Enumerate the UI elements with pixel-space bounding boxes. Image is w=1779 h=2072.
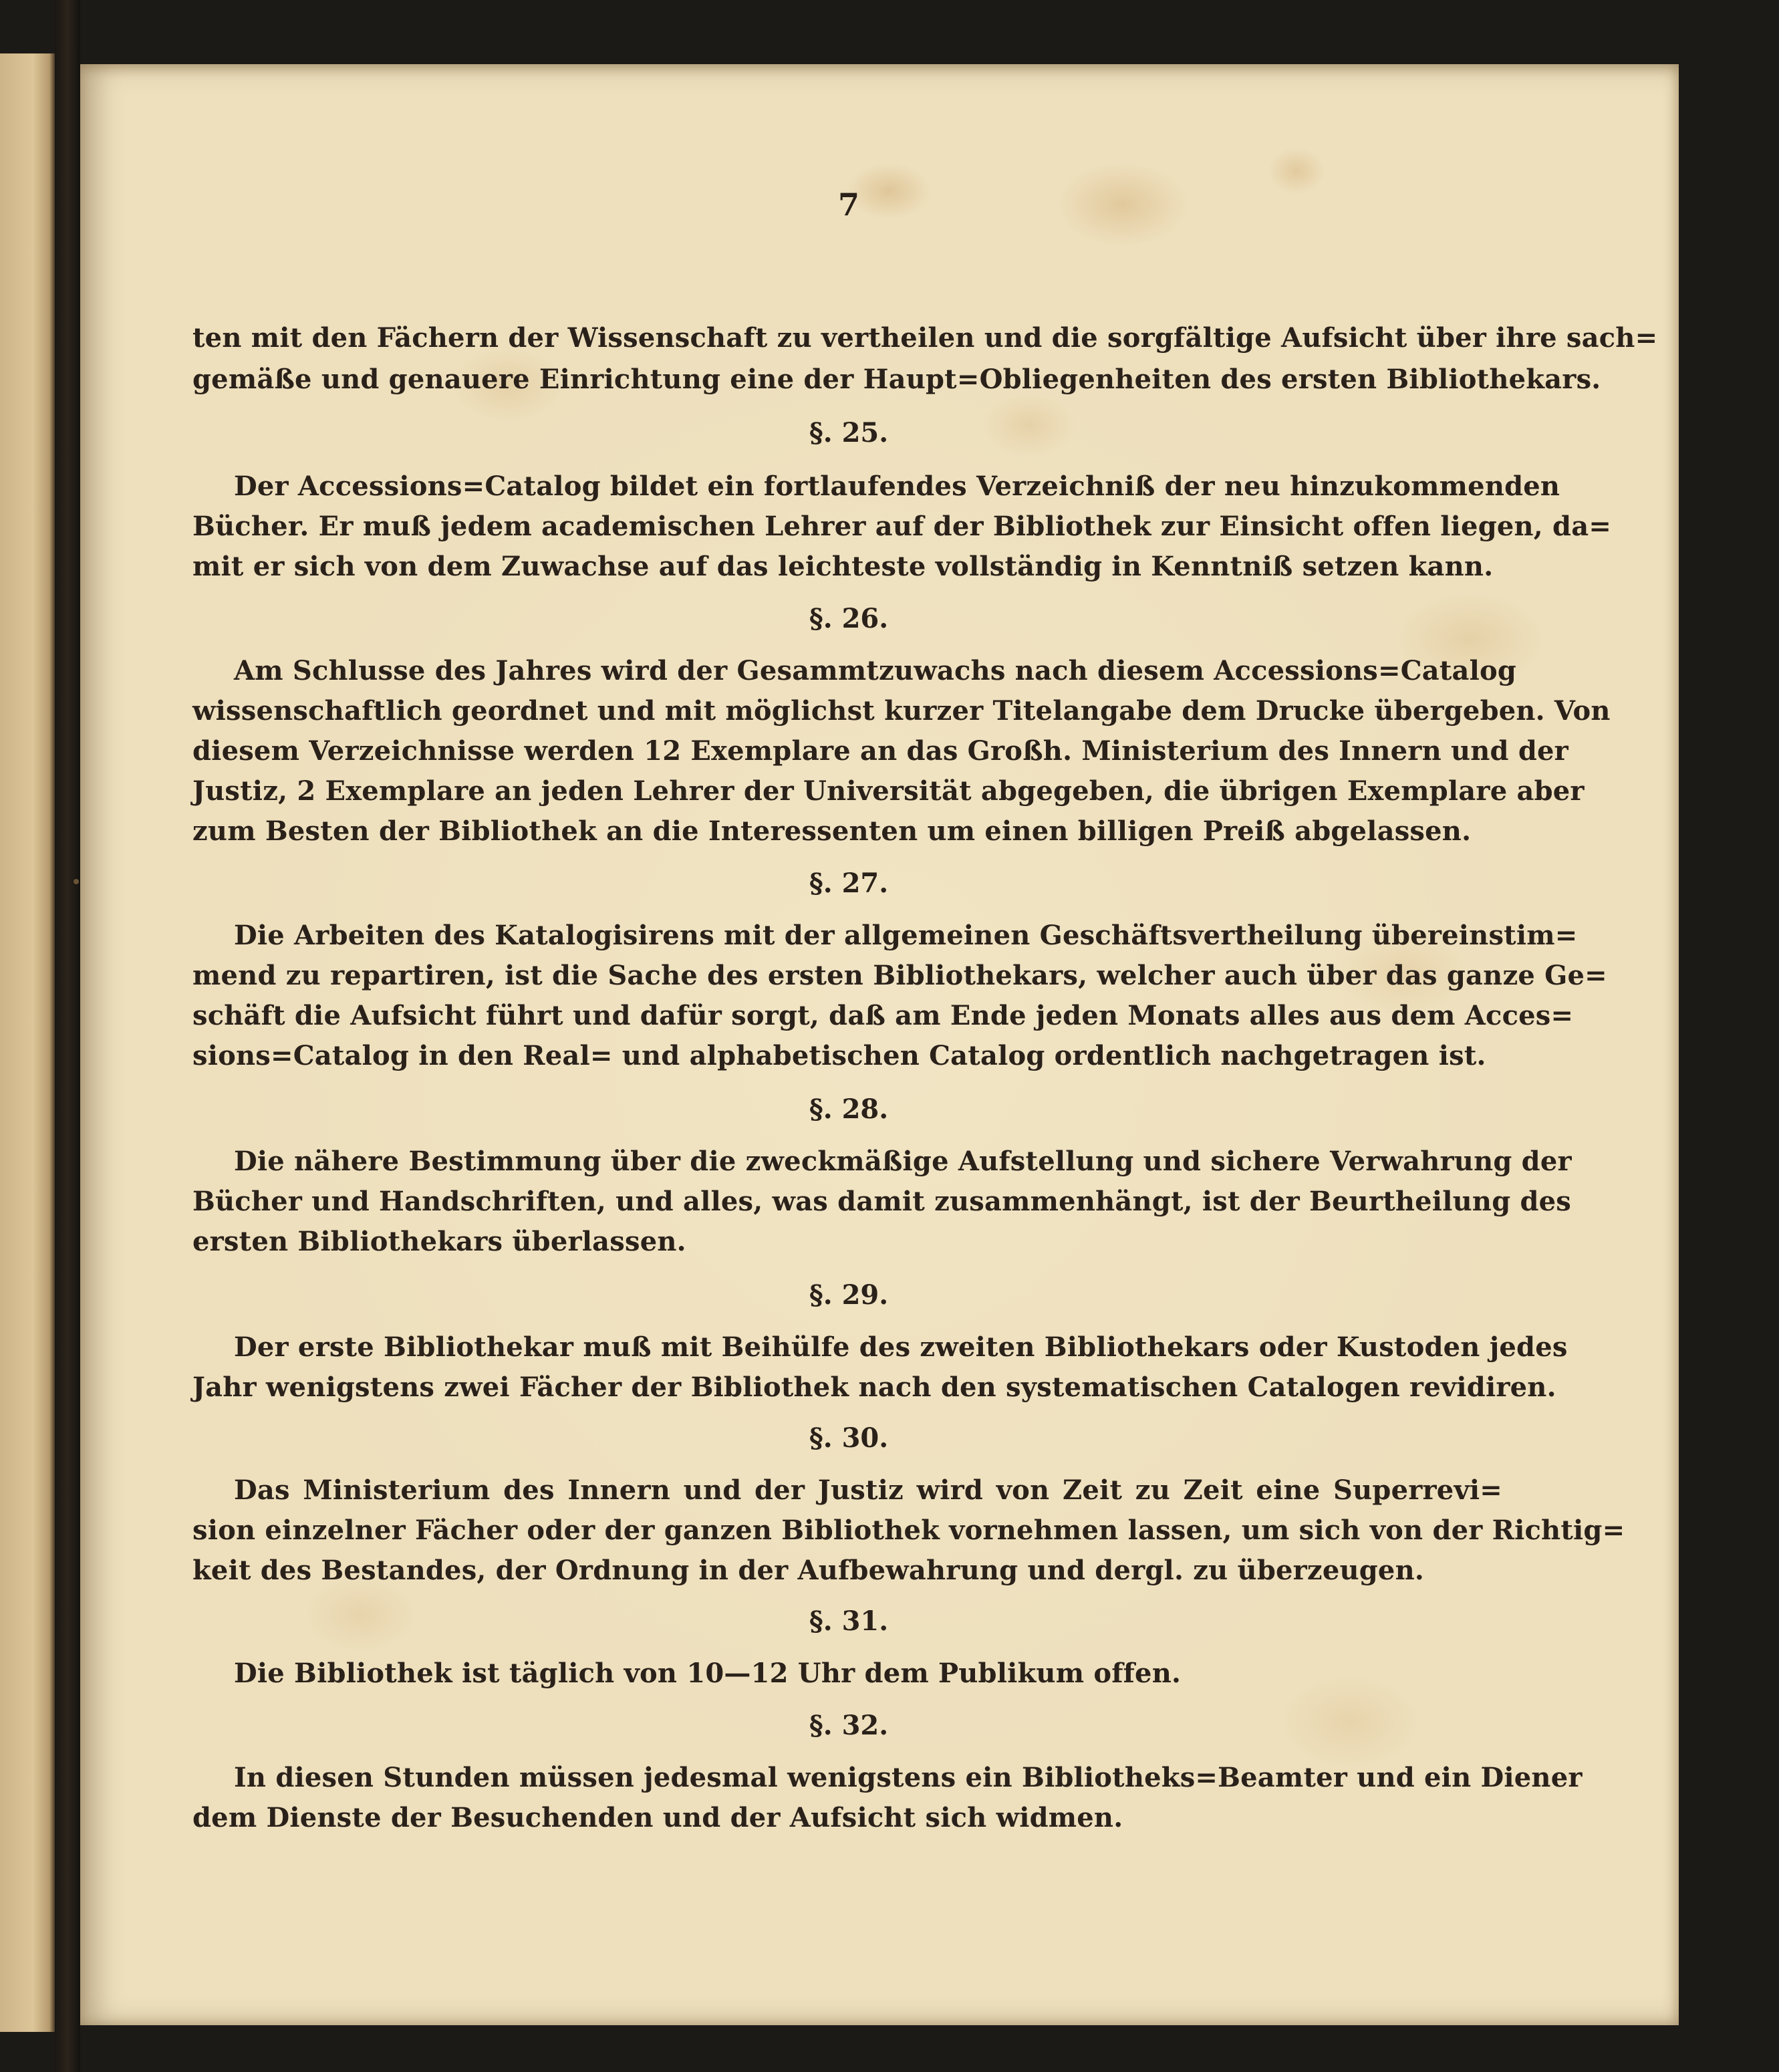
text-line: Die Bibliothek ist täglich von 10—12 Uhr dem Publikum offen. (234, 1658, 1182, 1689)
text-line: schäft die Aufsicht führt und dafür sorgt, daß am Ende jeden Monats alles aus dem Acces= (192, 1000, 1574, 1031)
text-line: In diesen Stunden müssen jedesmal wenigstens ein Bibliotheks=Beamter und ein Diener (234, 1762, 1583, 1793)
text-line: Jahr wenigstens zwei Fächer der Bibliothek nach den systematischen Catalogen revidiren. (192, 1372, 1556, 1403)
text-line: zum Besten der Bibliothek an die Interessenten um einen billigen Preiß abgelassen. (192, 815, 1472, 847)
book-gutter (55, 0, 80, 2072)
section-heading-25: §. 25. (809, 417, 889, 448)
left-page-edge (0, 53, 55, 2032)
text-line: Justiz, 2 Exemplare an jeden Lehrer der Universität abgegeben, die übrigen Exemplare aber (192, 775, 1585, 807)
text-line: Am Schlusse des Jahres wird der Gesammtzuwachs nach diesem Accessions=Catalog (234, 655, 1517, 686)
text-line: ten mit den Fächern der Wissenschaft zu vertheilen und die sorgfältige Aufsicht über ihre sach= (192, 322, 1658, 354)
section-heading-28: §. 28. (809, 1093, 889, 1125)
page-number: 7 (837, 186, 859, 223)
text-line: Die nähere Bestimmung über die zweckmäßige Aufstellung und sichere Verwahrung der (234, 1146, 1572, 1177)
text-line: Der Accessions=Catalog bildet ein fortlaufendes Verzeichniß der neu hinzukommenden (234, 471, 1560, 502)
text-line: dem Dienste der Besuchenden und der Aufsicht sich widmen. (192, 1802, 1123, 1833)
text-line: sion einzelner Fächer oder der ganzen Bibliothek vornehmen lassen, um sich von der Richtig= (192, 1515, 1625, 1546)
text-line: gemäße und genauere Einrichtung eine der Haupt=Obliegenheiten des ersten Bibliothekars. (192, 364, 1601, 395)
ink-speck (74, 879, 79, 884)
text-line: Die Arbeiten des Katalogisirens mit der allgemeinen Geschäftsvertheilung übereinstim= (234, 920, 1578, 951)
section-heading-31: §. 31. (809, 1605, 889, 1637)
book-page (80, 64, 1679, 2025)
section-heading-32: §. 32. (809, 1710, 889, 1741)
section-heading-29: §. 29. (809, 1279, 889, 1311)
text-line: wissenschaftlich geordnet und mit möglichst kurzer Titelangabe dem Drucke übergeben. Von (192, 695, 1611, 727)
section-heading-26: §. 26. (809, 603, 889, 634)
text-line: mit er sich von dem Zuwachse auf das leichteste vollständig in Kenntniß setzen kann. (192, 551, 1494, 582)
text-line: diesem Verzeichnisse werden 12 Exemplare an das Großh. Ministerium des Innern und der (192, 735, 1568, 767)
text-line: mend zu repartiren, ist die Sache des ersten Bibliothekars, welcher auch über das ganze Ge= (192, 960, 1607, 991)
text-line: Bücher. Er muß jedem academischen Lehrer auf der Bibliothek zur Einsicht offen liegen, da= (192, 511, 1612, 542)
text-line: keit des Bestandes, der Ordnung in der Aufbewahrung und dergl. zu überzeugen. (192, 1555, 1424, 1586)
text-line: Das Ministerium des Innern und der Justiz wird von Zeit zu Zeit eine Superrevi= (234, 1474, 1502, 1506)
text-line: sions=Catalog in den Real= und alphabetischen Catalog ordentlich nachgetragen ist. (192, 1040, 1486, 1071)
text-line: Der erste Bibliothekar muß mit Beihülfe des zweiten Bibliothekars oder Kustoden jedes (234, 1331, 1568, 1363)
section-heading-30: §. 30. (809, 1422, 889, 1454)
text-line: Bücher und Handschriften, und alles, was damit zusammenhängt, ist der Beurtheilung des (192, 1186, 1572, 1217)
section-heading-27: §. 27. (809, 868, 889, 899)
text-line: ersten Bibliothekars überlassen. (192, 1226, 686, 1257)
